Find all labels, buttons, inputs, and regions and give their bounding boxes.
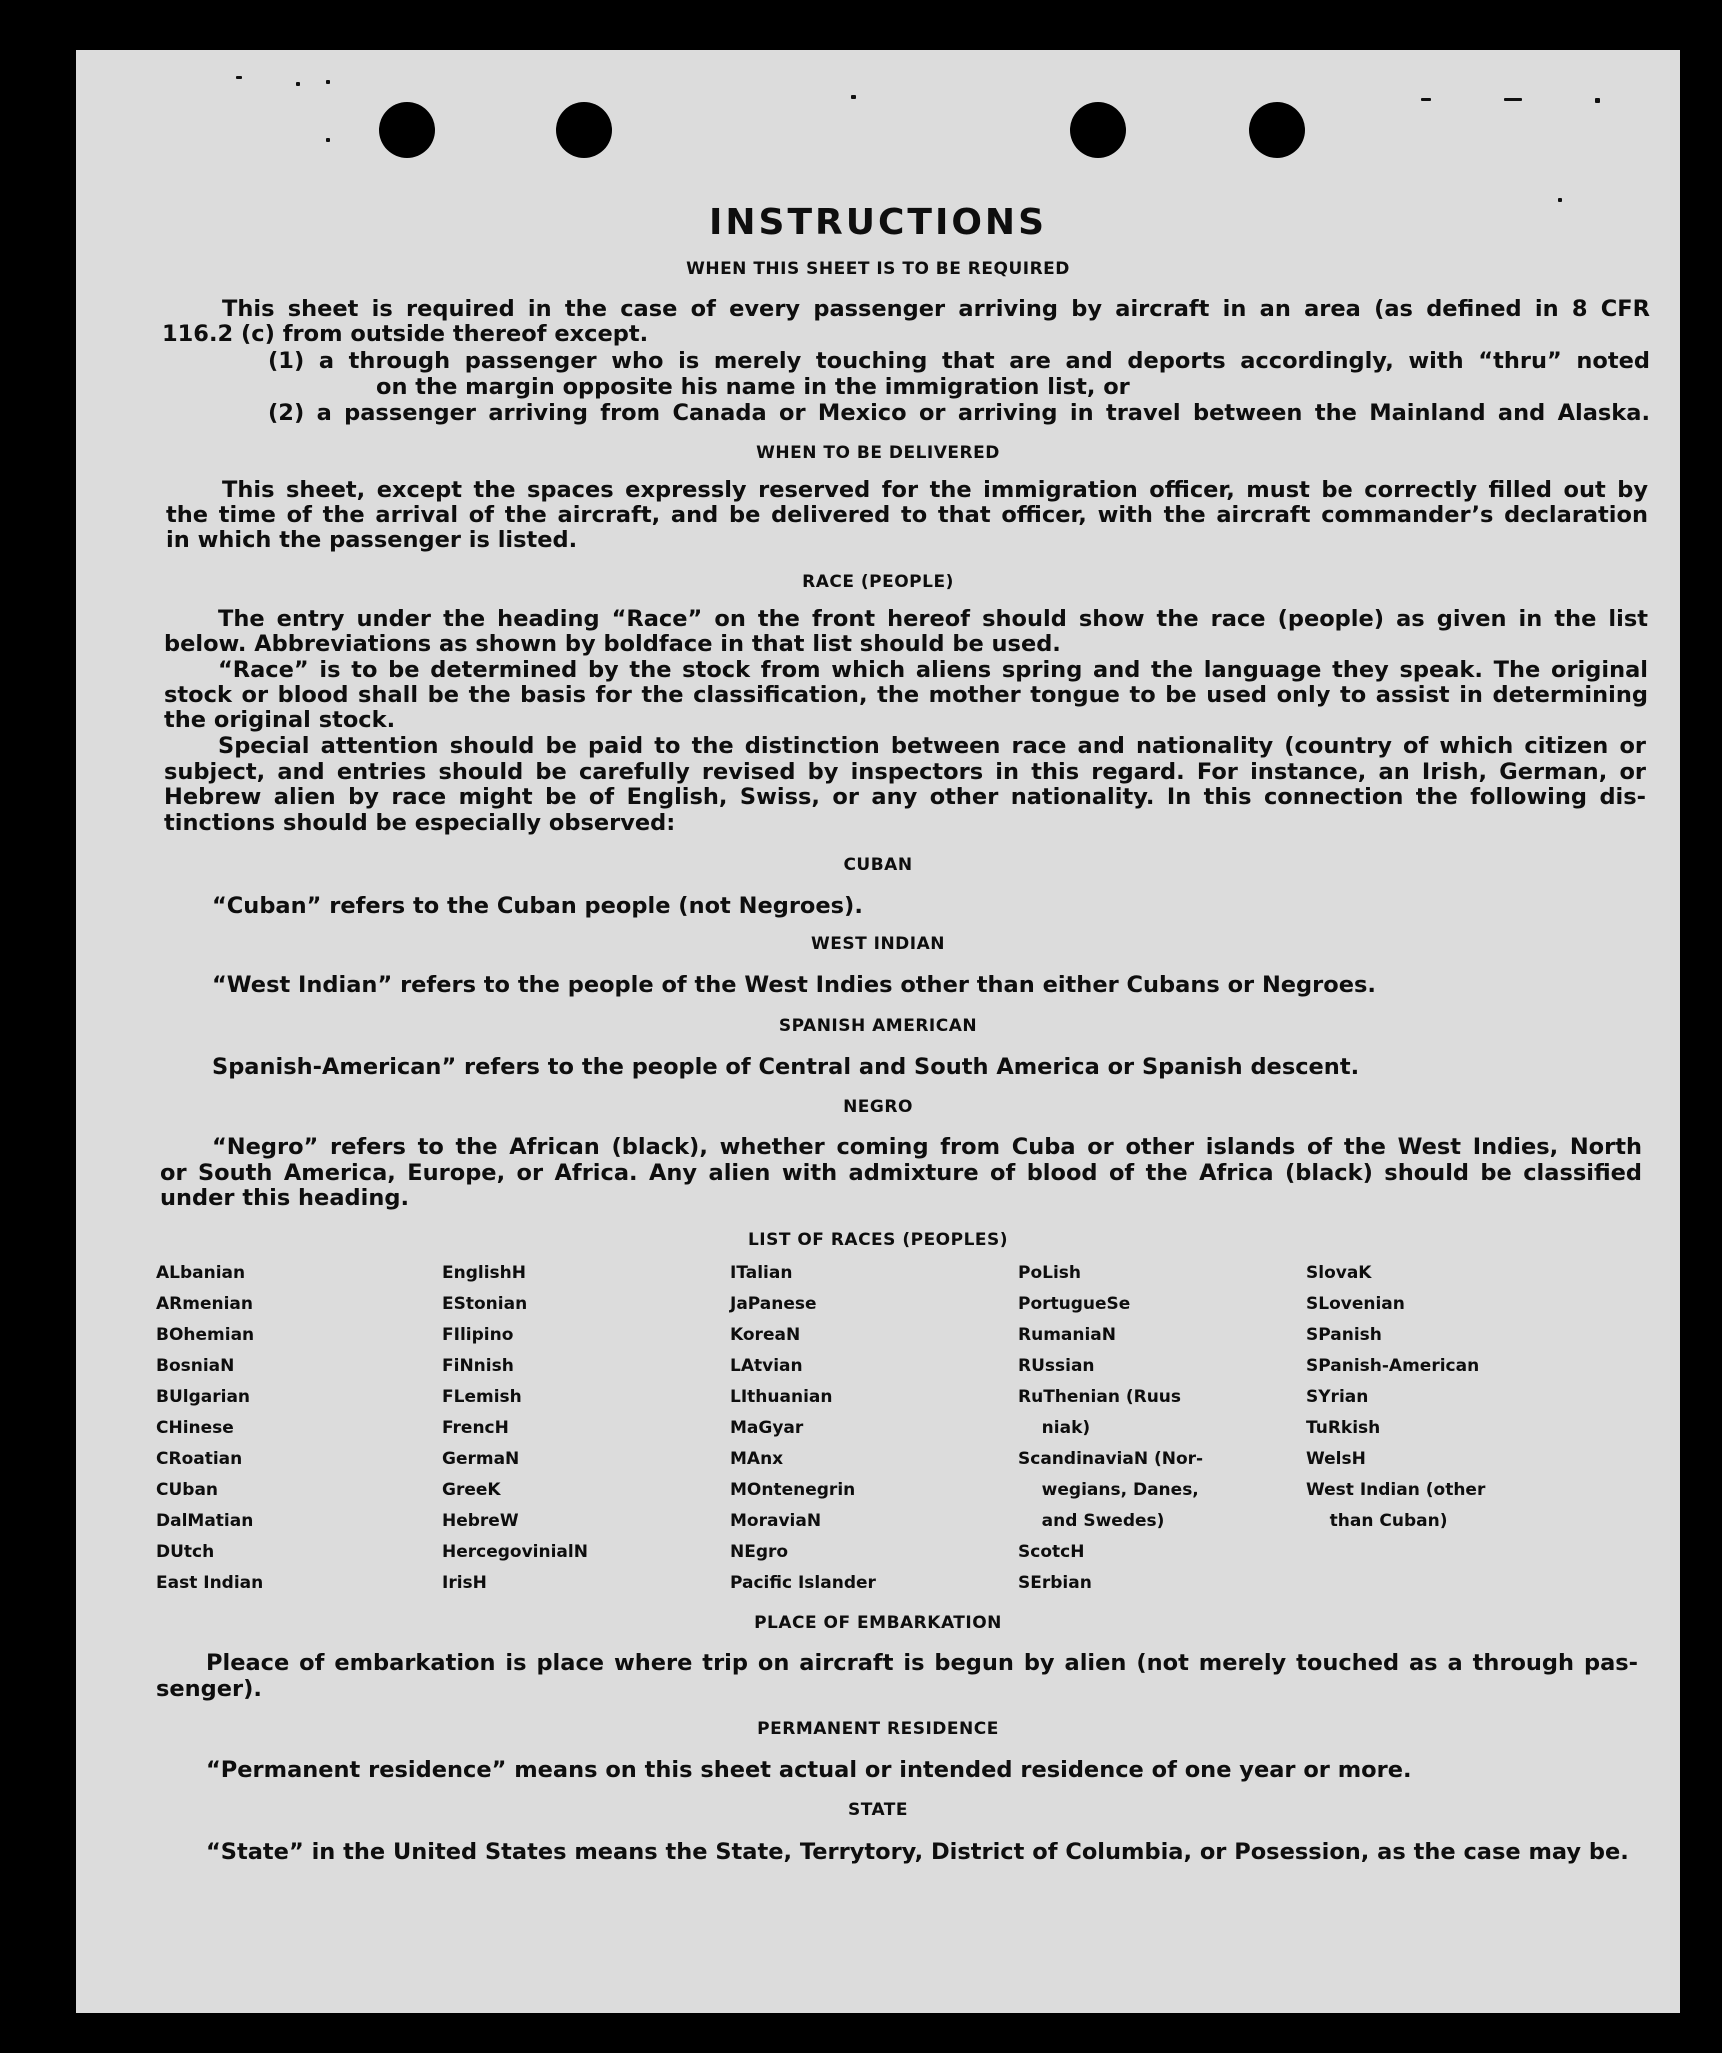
- race-item: IrisH: [442, 1573, 487, 1593]
- race-item: ARmenian: [156, 1294, 253, 1314]
- paragraph-line: below. Abbreviations as shown by boldface in that list should be used.: [164, 631, 1061, 657]
- paragraph-line: on the margin opposite his name in the immigration list, or: [376, 374, 1130, 400]
- race-item: CRoatian: [156, 1449, 243, 1469]
- race-item: SPanish-American: [1306, 1356, 1480, 1376]
- race-column: [1306, 1258, 1596, 1537]
- heading-permanent-residence: PERMANENT RESIDENCE: [757, 1719, 999, 1739]
- speck: [1421, 98, 1431, 101]
- paragraph-line: “West Indian” refers to the people of the West Indies other than either Cubans or Negroes.: [212, 972, 1376, 998]
- paragraph-line: the original stock.: [164, 707, 396, 733]
- race-item: MaGyar: [730, 1418, 804, 1438]
- paragraph-line: Hebrew alien by race might be of English, Swiss, or any other nationality. In this connection the following dis-: [164, 784, 1646, 810]
- paragraph-line: senger).: [156, 1676, 262, 1702]
- race-item: DUtch: [156, 1542, 215, 1562]
- punch-hole: [556, 102, 612, 158]
- race-item: WelsH: [1306, 1449, 1366, 1469]
- paragraph-line: “Permanent residence” means on this sheet actual or intended residence of one year or more.: [206, 1757, 1412, 1783]
- race-item: FiNnish: [442, 1356, 514, 1376]
- heading-spanish-american: SPANISH AMERICAN: [778, 1016, 978, 1036]
- race-item: ScandinaviaN (Nor-: [1018, 1449, 1204, 1469]
- paragraph-line: “Negro” refers to the African (black), whether coming from Cuba or other islands of the West Indies, North: [212, 1134, 1642, 1160]
- race-item: FrencH: [442, 1418, 509, 1438]
- race-item: EnglishH: [442, 1263, 526, 1283]
- race-item: PortugueSe: [1018, 1294, 1131, 1314]
- paragraph-line: This sheet, except the spaces expressly reserved for the immigration officer, must be correctly filled out by: [222, 477, 1648, 503]
- race-item: MAnx: [730, 1449, 784, 1469]
- paragraph-line: (1) a through passenger who is merely touching that are and deports accordingly, with “thru” noted: [268, 348, 1650, 374]
- race-item: CHinese: [156, 1418, 234, 1438]
- race-item: GreeK: [442, 1480, 501, 1500]
- punch-hole: [379, 102, 435, 158]
- race-item: NEgro: [730, 1542, 789, 1562]
- race-item: ALbanian: [156, 1263, 246, 1283]
- race-item: ScotcH: [1018, 1542, 1085, 1562]
- heading-race: RACE (PEOPLE): [802, 572, 954, 592]
- punch-hole: [1249, 102, 1305, 158]
- paragraph-line: This sheet is required in the case of every passenger arriving by aircraft in an area (as defined in 8 CFR: [222, 296, 1650, 322]
- race-list: [156, 1258, 1576, 1593]
- paragraph-line: “Race” is to be determined by the stock from which aliens spring and the language they speak. The original: [218, 657, 1648, 683]
- paragraph-line: “State” in the United States means the State, Terrytory, District of Columbia, or Posession, as the case may be.: [206, 1839, 1629, 1865]
- heading-list-of-races: LIST OF RACES (PEOPLES): [747, 1230, 1009, 1250]
- race-item: RumaniaN: [1018, 1325, 1117, 1345]
- paragraph-line: Special attention should be paid to the distinction between race and nationality (country of which citizen or: [218, 733, 1646, 759]
- paragraph-line: stock or blood shall be the basis for the classification, the mother tongue to be used only to assist in determining: [164, 682, 1648, 708]
- paragraph-line: under this heading.: [160, 1185, 409, 1211]
- speck: [296, 82, 300, 86]
- paragraph-line: “Cuban” refers to the Cuban people (not Negroes).: [212, 893, 863, 919]
- race-item: GermaN: [442, 1449, 520, 1469]
- race-item: BUlgarian: [156, 1387, 251, 1407]
- race-item: DalMatian: [156, 1511, 254, 1531]
- punch-hole: [1070, 102, 1126, 158]
- race-item: JaPanese: [730, 1294, 817, 1314]
- race-item: EStonian: [442, 1294, 528, 1314]
- heading-when-delivered: WHEN TO BE DELIVERED: [756, 443, 1000, 463]
- race-item: RuThenian (Ruus: [1018, 1387, 1182, 1407]
- speck: [326, 138, 330, 142]
- heading-negro: NEGRO: [843, 1097, 913, 1117]
- race-item: East Indian: [156, 1573, 264, 1593]
- race-column: [730, 1258, 1020, 1599]
- speck: [1504, 98, 1522, 101]
- speck: [326, 80, 330, 84]
- race-item: wegians, Danes,: [1018, 1480, 1199, 1500]
- race-item: HercegovinialN: [442, 1542, 588, 1562]
- paragraph-line: or South America, Europe, or Africa. Any alien with admixture of blood of the Africa (black) should be classified: [160, 1160, 1642, 1186]
- paragraph-line: in which the passenger is listed.: [166, 527, 578, 553]
- speck: [1595, 98, 1600, 103]
- paragraph-line: subject, and entries should be carefully revised by inspectors in this regard. For instance, an Irish, German, or: [164, 759, 1646, 785]
- race-item: LIthuanian: [730, 1387, 833, 1407]
- paragraph-line: 116.2 (c) from outside thereof except.: [162, 321, 649, 347]
- race-item: KoreaN: [730, 1325, 801, 1345]
- document-sheet: [76, 50, 1680, 2013]
- race-item: SYrian: [1306, 1387, 1369, 1407]
- page-title: INSTRUCTIONS: [709, 202, 1047, 243]
- race-item: LAtvian: [730, 1356, 803, 1376]
- heading-embarkation: PLACE OF EMBARKATION: [754, 1613, 1002, 1633]
- race-item: than Cuban): [1306, 1511, 1448, 1531]
- race-item: CUban: [156, 1480, 219, 1500]
- race-item: SLovenian: [1306, 1294, 1405, 1314]
- race-item: SErbian: [1018, 1573, 1092, 1593]
- race-item: TuRkish: [1306, 1418, 1381, 1438]
- heading-when-required: WHEN THIS SHEET IS TO BE REQUIRED: [686, 259, 1070, 279]
- speck: [236, 76, 242, 79]
- race-item: SPanish: [1306, 1325, 1382, 1345]
- paragraph-line: Pleace of embarkation is place where trip on aircraft is begun by alien (not merely touched as a through pas-: [206, 1650, 1638, 1676]
- race-column: [156, 1258, 446, 1599]
- race-item: RUssian: [1018, 1356, 1095, 1376]
- race-item: BosniaN: [156, 1356, 235, 1376]
- race-item: West Indian (other: [1306, 1480, 1486, 1500]
- heading-cuban: CUBAN: [843, 855, 913, 875]
- race-item: MoraviaN: [730, 1511, 822, 1531]
- race-item: FLemish: [442, 1387, 522, 1407]
- race-item: HebreW: [442, 1511, 519, 1531]
- paragraph-line: the time of the arrival of the aircraft, and be delivered to that officer, with the aircraft commander’s declaration: [166, 502, 1648, 528]
- heading-state: STATE: [847, 1800, 909, 1820]
- race-item: Pacific Islander: [730, 1573, 876, 1593]
- race-column: [1018, 1258, 1308, 1599]
- paragraph-line: (2) a passenger arriving from Canada or Mexico or arriving in travel between the Mainland and Alaska.: [268, 400, 1650, 426]
- paragraph-line: tinctions should be especially observed:: [164, 810, 676, 836]
- race-item: and Swedes): [1018, 1511, 1165, 1531]
- speck: [851, 95, 856, 99]
- paragraph-line: Spanish-American” refers to the people of Central and South America or Spanish descent.: [212, 1054, 1360, 1080]
- paragraph-line: The entry under the heading “Race” on the front hereof should show the race (people) as given in the list: [218, 606, 1648, 632]
- race-item: FIlipino: [442, 1325, 514, 1345]
- heading-west-indian: WEST INDIAN: [811, 934, 945, 954]
- race-column: [442, 1258, 732, 1599]
- race-item: MOntenegrin: [730, 1480, 856, 1500]
- race-item: PoLish: [1018, 1263, 1082, 1283]
- race-item: niak): [1018, 1418, 1091, 1438]
- race-item: ITalian: [730, 1263, 793, 1283]
- race-item: BOhemian: [156, 1325, 255, 1345]
- race-item: SlovaK: [1306, 1263, 1372, 1283]
